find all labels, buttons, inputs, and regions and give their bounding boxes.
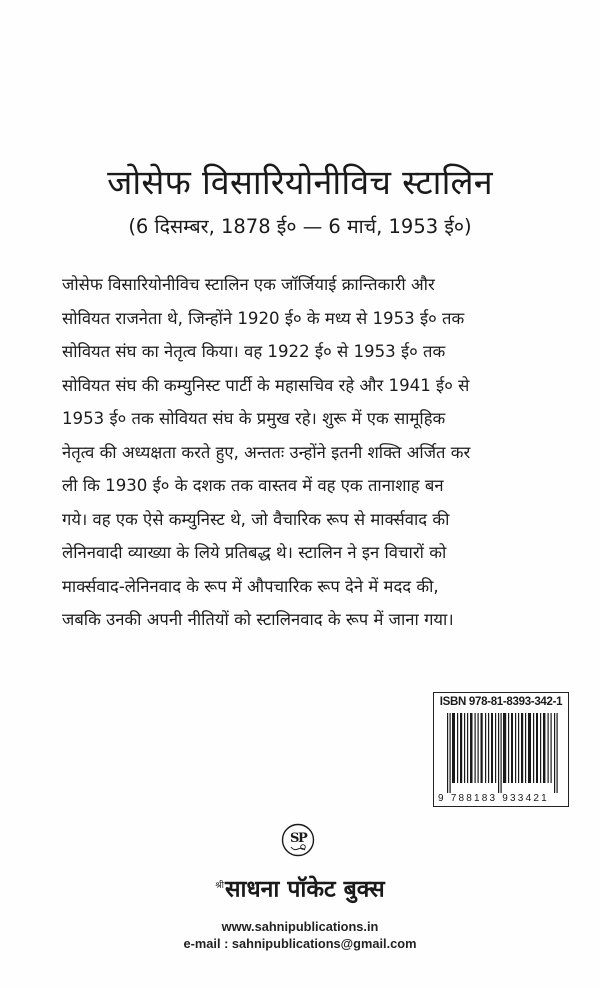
sp-monogram-logo-icon: [281, 823, 315, 857]
barcode-digits: 9 788183 933421: [438, 793, 549, 804]
description-line: ली कि 1930 ई० के दशक तक वास्तव में वह एक तानाशाह बन: [62, 476, 444, 495]
description-line: मार्क्सवाद-लेनिनवाद के रूप में औपचारिक रूप देने में मदद की,: [62, 576, 439, 596]
life-dates: (6 दिसम्बर, 1878 ई० — 6 मार्च, 1953 ई०): [128, 215, 472, 238]
publisher-name: [0, 871, 600, 905]
description-line: नेतृत्व की अध्यक्षता करते हुए, अन्ततः उन्होंने इतनी शक्ति अर्जित कर: [62, 442, 471, 462]
publisher-email: [0, 936, 600, 952]
isbn-barcode-box: [433, 692, 569, 807]
description-line: लेनिनवादी व्याख्या के लिये प्रतिबद्ध थे। स्टालिन ने इन विचारों को: [62, 543, 447, 562]
description-line: जबकि उनकी अपनी नीतियों को स्टालिनवाद के रूप में जाना गया।: [62, 610, 454, 629]
description-line: गये। वह एक ऐसे कम्युनिस्ट थे, जो वैचारिक रूप से मार्क्सवाद की: [62, 509, 450, 529]
description-line: 1953 ई० तक सोवियत संघ के प्रमुख रहे। शुरू में एक सामूहिक: [62, 409, 446, 428]
description-line: सोवियत राजनेता थे, जिन्होंने 1920 ई० के मध्य से 1953 ई० तक: [62, 308, 465, 328]
svg-text:S: S: [290, 831, 300, 846]
book-description: [62, 268, 554, 637]
isbn-label: ISBN 978-81-8393-342-1: [439, 696, 563, 708]
svg-text:P: P: [298, 831, 308, 846]
email-link[interactable]: e-mail : sahnipublications@gmail.com: [183, 936, 417, 951]
publisher-website: [0, 919, 600, 935]
description-line: सोवियत संघ की कम्युनिस्ट पार्टी के महासचिव रहे और 1941 ई० से: [62, 375, 470, 395]
description-line: सोवियत संघ का नेतृत्व किया। वह 1922 ई० से 1953 ई० तक: [62, 342, 446, 361]
website-link[interactable]: www.sahnipublications.in: [221, 919, 379, 934]
barcode-icon: [447, 713, 559, 793]
description-line: जोसेफ विसारियोनीविच स्टालिन एक जॉर्जियाई क्रान्तिकारी और: [62, 275, 435, 294]
publisher-name-text: साधना पॉकेट बुक्स: [224, 876, 385, 903]
book-title: जोसेफ विसारियोनीविच स्टालिन: [107, 163, 493, 203]
publisher-flourish: श्री: [215, 881, 224, 891]
